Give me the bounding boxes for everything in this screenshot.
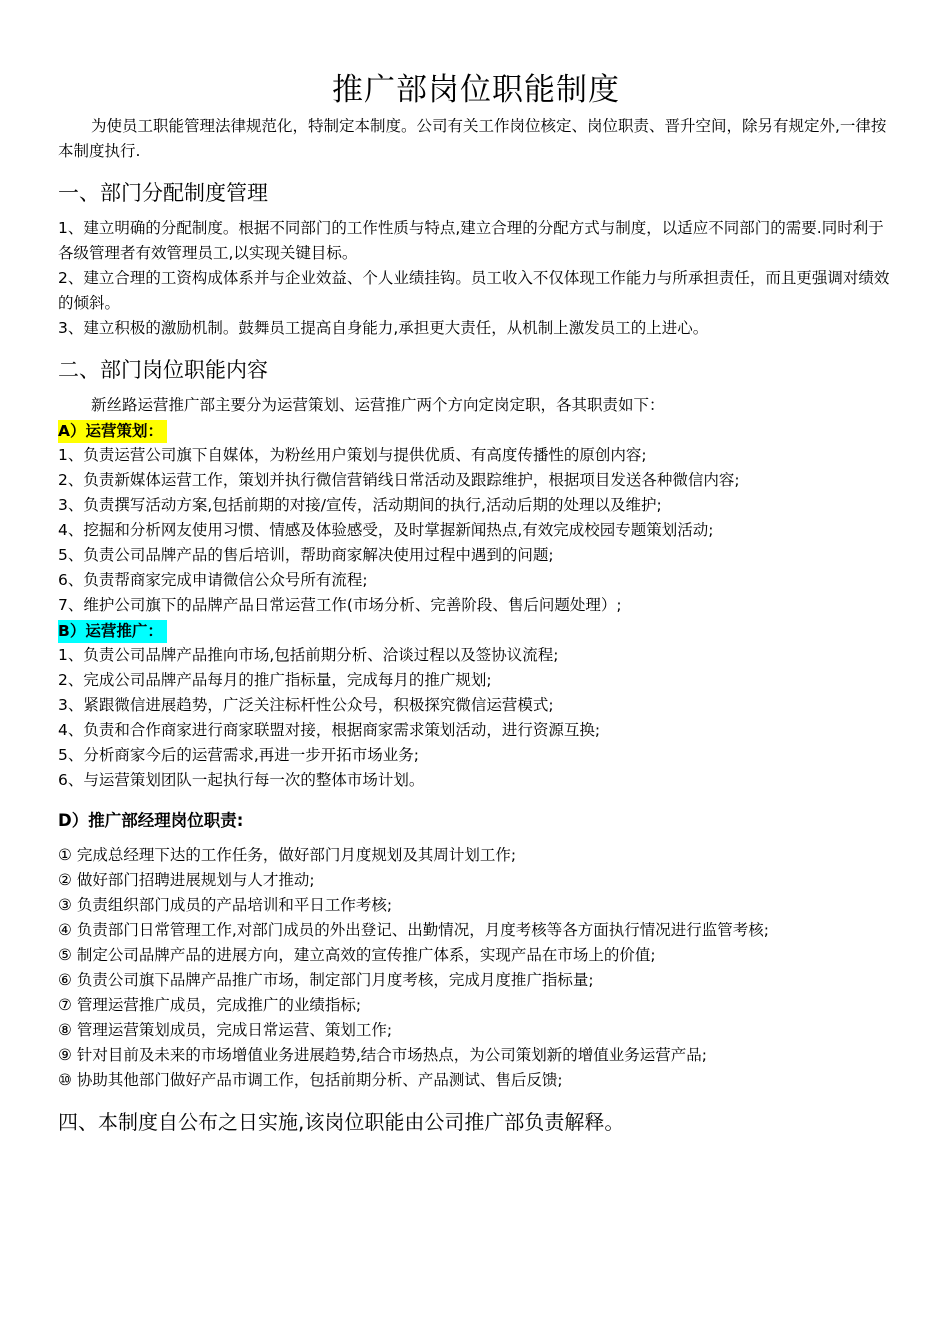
- section2-heading: 二、部门岗位职能内容: [58, 358, 268, 382]
- list-item: 1、建立明确的分配制度。根据不同部门的工作性质与特点,建立合理的分配方式与制度，以适应不同部门的需要.同时利于各级管理者有效管理员工,以实现关键目标。: [58, 219, 884, 262]
- document-title: 推广部岗位职能制度: [332, 72, 620, 108]
- list-item: 2、建立合理的工资构成体系并与企业效益、个人业绩挂钩。员工收入不仅体现工作能力与所承担责任，而且更强调对绩效的倾斜。: [58, 269, 890, 312]
- group-b-list: [58, 643, 894, 793]
- section2-intro: 新丝路运营推广部主要分为运营策划、运营推广两个方向定岗定职，各其职责如下：: [91, 396, 665, 414]
- section-d-list: [58, 843, 894, 1093]
- list-item: 2、负责新媒体运营工作，策划并执行微信营销线日常活动及跟踪维护，根据项目发送各种微信内容;: [58, 471, 740, 489]
- group-a-label: A）运营策划：: [58, 420, 167, 443]
- list-item: ④ 负责部门日常管理工作,对部门成员的外出登记、出勤情况，月度考核等各方面执行情况进行监管考核;: [58, 921, 769, 939]
- list-item: 5、负责公司品牌产品的售后培训，帮助商家解决使用过程中遇到的问题;: [58, 546, 554, 564]
- list-item: 2、完成公司品牌产品每月的推广指标量，完成每月的推广规划;: [58, 671, 492, 689]
- list-item: ⑩ 协助其他部门做好产品市调工作，包括前期分析、产品测试、售后反馈;: [58, 1071, 563, 1089]
- list-item: 1、负责运营公司旗下自媒体，为粉丝用户策划与提供优质、有高度传播性的原创内容;: [58, 446, 647, 464]
- list-item: ⑤ 制定公司品牌产品的进展方向，建立高效的宣传推广体系，实现产品在市场上的价值;: [58, 946, 656, 964]
- list-item: ⑥ 负责公司旗下品牌产品推广市场，制定部门月度考核，完成月度推广指标量;: [58, 971, 594, 989]
- list-item: 3、紧跟微信进展趋势，广泛关注标杆性公众号，积极探究微信运营模式;: [58, 696, 554, 714]
- final-statement: 四、本制度自公布之日实施,该岗位职能由公司推广部负责解释。: [58, 1110, 625, 1134]
- list-item: ⑧ 管理运营策划成员，完成日常运营、策划工作;: [58, 1021, 393, 1039]
- group-a-list: [58, 443, 894, 618]
- section1-heading: 一、部门分配制度管理: [58, 181, 268, 205]
- section-d-heading: D）推广部经理岗位职责:: [58, 811, 244, 830]
- list-item: 4、负责和合作商家进行商家联盟对接，根据商家需求策划活动，进行资源互换;: [58, 721, 601, 739]
- list-item: ③ 负责组织部门成员的产品培训和平日工作考核;: [58, 896, 393, 914]
- list-item: ② 做好部门招聘进展规划与人才推动;: [58, 871, 315, 889]
- list-item: 1、负责公司品牌产品推向市场,包括前期分析、洽谈过程以及签协议流程;: [58, 646, 559, 664]
- list-item: 3、建立积极的激励机制。鼓舞员工提高自身能力,承担更大责任，从机制上激发员工的上进心。: [58, 319, 709, 337]
- section1-list: [58, 216, 894, 341]
- list-item: 7、维护公司旗下的品牌产品日常运营工作(市场分析、完善阶段、售后问题处理）;: [58, 596, 622, 614]
- list-item: 3、负责撰写活动方案,包括前期的对接/宣传，活动期间的执行,活动后期的处理以及维护;: [58, 496, 662, 514]
- list-item: ⑦ 管理运营推广成员，完成推广的业绩指标;: [58, 996, 362, 1014]
- list-item: 5、分析商家今后的运营需求,再进一步开拓市场业务;: [58, 746, 420, 764]
- group-b-label: B）运营推广：: [58, 620, 167, 643]
- list-item: 4、挖掘和分析网友使用习惯、情感及体验感受，及时掌握新闻热点,有效完成校园专题策划活动;: [58, 521, 714, 539]
- list-item: 6、与运营策划团队一起执行每一次的整体市场计划。: [58, 771, 425, 789]
- list-item: 6、负责帮商家完成申请微信公众号所有流程;: [58, 571, 368, 589]
- intro-paragraph: 为使员工职能管理法律规范化，特制定本制度。公司有关工作岗位核定、岗位职责、晋升空间，除另有规定外,一律按本制度执行.: [58, 117, 887, 160]
- list-item: ⑨ 针对目前及未来的市场增值业务进展趋势,结合市场热点，为公司策划新的增值业务运营产品;: [58, 1046, 707, 1064]
- document-page: [58, 68, 894, 1137]
- list-item: ① 完成总经理下达的工作任务，做好部门月度规划及其周计划工作;: [58, 846, 517, 864]
